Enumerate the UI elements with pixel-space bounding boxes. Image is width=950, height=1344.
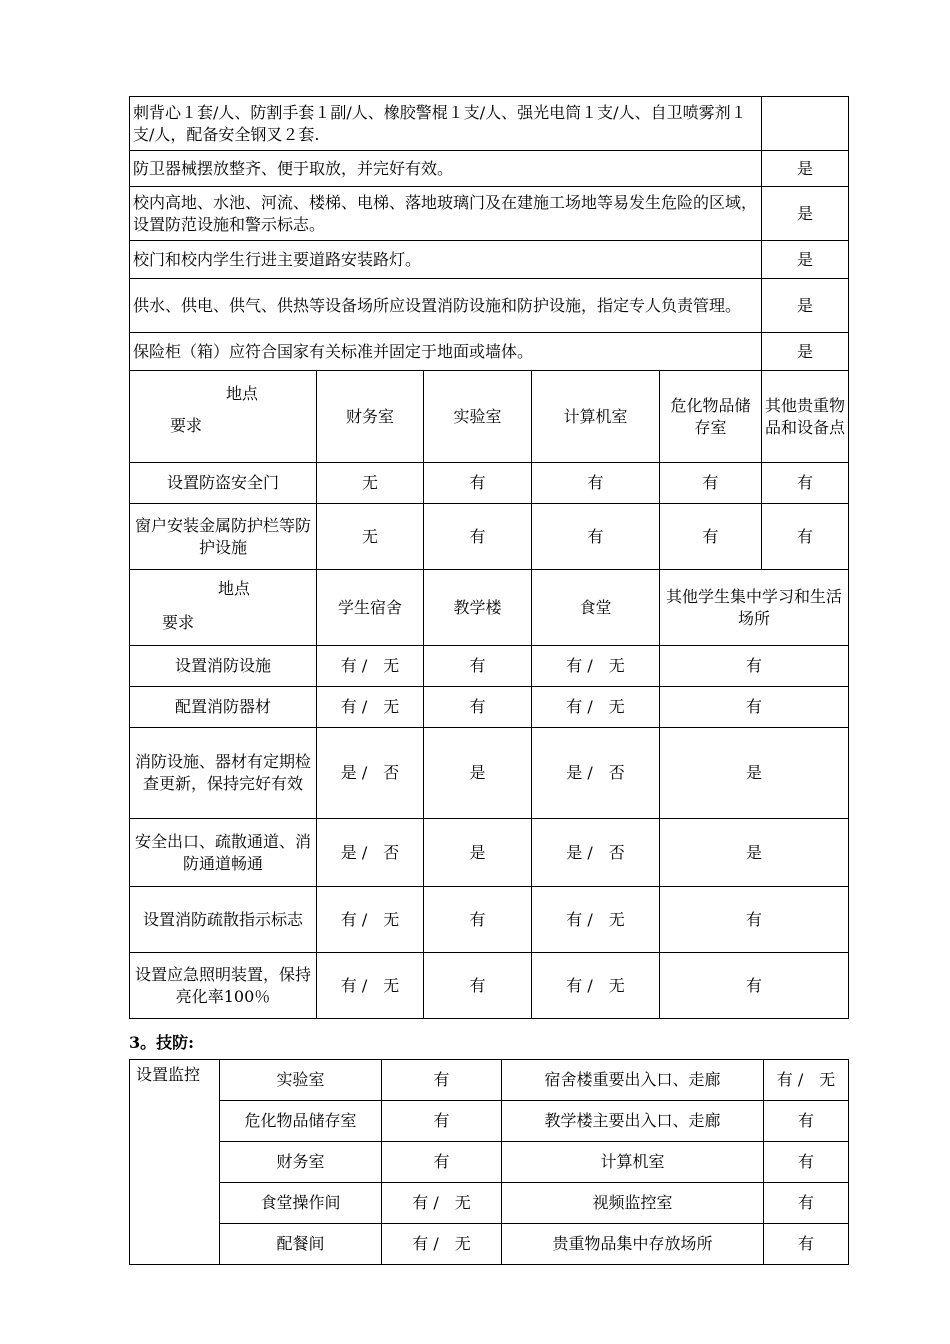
place-cell: 配餐间 — [220, 1224, 382, 1265]
value-cell: 有 — [382, 1142, 502, 1183]
table-cell: 有 — [660, 463, 762, 504]
table-row — [130, 333, 849, 371]
table-cell: 无 — [317, 504, 424, 570]
section-heading: 3。技防: — [129, 1033, 195, 1052]
row-label: 安全出口、疏散通道、消防通道畅通 — [130, 819, 317, 887]
row-label: 配置消防器材 — [130, 687, 317, 728]
table-cell: 有 — [660, 953, 849, 1019]
requirement-answer: 是 — [762, 241, 849, 279]
row-label: 设置应急照明装置，保持亮化率100％ — [130, 953, 317, 1019]
place-cell: 实验室 — [220, 1060, 382, 1101]
column-header: 计算机室 — [532, 371, 660, 463]
table-cell: 有 / 无 — [532, 646, 660, 687]
table-row — [130, 504, 849, 570]
value-cell: 有 — [764, 1224, 849, 1265]
requirement-text: 供水、供电、供气、供热等设备场所应设置消防设施和防护设施，指定专人负责管理。 — [130, 279, 762, 333]
value-cell: 有 — [764, 1101, 849, 1142]
table-cell: 是 / 否 — [532, 819, 660, 887]
table-row — [130, 1224, 849, 1265]
table-row — [130, 151, 849, 187]
requirement-text: 防卫器械摆放整齐、便于取放，并完好有效。 — [130, 151, 762, 187]
row-label: 设置消防疏散指示标志 — [130, 887, 317, 953]
table-cell: 有 — [424, 687, 532, 728]
header-corner-cell — [130, 570, 317, 646]
table-cell: 有 — [424, 504, 532, 570]
requirement-answer: 是 — [762, 187, 849, 241]
table-cell: 有 / 无 — [317, 953, 424, 1019]
column-header: 实验室 — [424, 371, 532, 463]
header-corner-cell — [130, 371, 317, 463]
place-cell: 贵重物品集中存放场所 — [502, 1224, 764, 1265]
table-row — [130, 687, 849, 728]
table-cell: 有 — [532, 504, 660, 570]
corner-top-label: 地点 — [218, 579, 251, 598]
place-cell: 视频监控室 — [502, 1183, 764, 1224]
requirement-answer: 是 — [762, 151, 849, 187]
place-cell: 财务室 — [220, 1142, 382, 1183]
value-cell: 有 / 无 — [382, 1224, 502, 1265]
table-cell: 是 / 否 — [317, 728, 424, 819]
table-cell: 有 — [424, 646, 532, 687]
table-row — [130, 1142, 849, 1183]
table-row — [130, 279, 849, 333]
table-header-row — [130, 570, 849, 646]
place-cell: 危化物品储存室 — [220, 1101, 382, 1142]
table-cell: 有 — [660, 646, 849, 687]
table-cell: 有 — [762, 504, 849, 570]
value-cell: 有 / 无 — [382, 1183, 502, 1224]
requirement-text: 保险柜（箱）应符合国家有关标准并固定于地面或墙体。 — [130, 333, 762, 371]
fire-safety-table — [129, 569, 849, 1019]
table-row — [130, 1101, 849, 1142]
table-row — [130, 241, 849, 279]
row-label: 窗户安装金属防护栏等防护设施 — [130, 504, 317, 570]
place-cell: 宿舍楼重要出入口、走廊 — [502, 1060, 764, 1101]
table-cell: 有 — [660, 504, 762, 570]
value-cell: 有 — [382, 1101, 502, 1142]
requirement-answer — [762, 97, 849, 151]
requirements-table — [129, 96, 849, 371]
value-cell: 有 — [764, 1183, 849, 1224]
table-cell: 有 — [762, 463, 849, 504]
surveillance-table — [129, 1059, 849, 1265]
column-header: 食堂 — [532, 570, 660, 646]
requirement-text: 校内高地、水池、河流、楼梯、电梯、落地玻璃门及在建施工场地等易发生危险的区域，设置防范设施和警示标志。 — [130, 187, 762, 241]
table-cell: 是 — [660, 819, 849, 887]
table-cell: 有 / 无 — [532, 953, 660, 1019]
value-cell: 有 — [382, 1060, 502, 1101]
place-cell: 教学楼主要出入口、走廊 — [502, 1101, 764, 1142]
column-header: 其他贵重物品和设备点 — [762, 371, 849, 463]
table-cell: 是 — [424, 819, 532, 887]
table-cell: 有 — [532, 463, 660, 504]
surveillance-label: 设置监控 — [130, 1060, 220, 1265]
value-cell: 有 / 无 — [764, 1060, 849, 1101]
table-cell: 是 / 否 — [532, 728, 660, 819]
requirement-answer: 是 — [762, 333, 849, 371]
table-cell: 有 / 无 — [317, 687, 424, 728]
table-cell: 是 — [660, 728, 849, 819]
table-cell: 是 / 否 — [317, 819, 424, 887]
requirement-text: 校门和校内学生行进主要道路安装路灯。 — [130, 241, 762, 279]
table-cell: 有 — [660, 887, 849, 953]
table-row — [130, 728, 849, 819]
row-label: 消防设施、器材有定期检查更新，保持完好有效 — [130, 728, 317, 819]
table-cell: 有 / 无 — [317, 887, 424, 953]
table-cell: 是 — [424, 728, 532, 819]
table-cell: 无 — [317, 463, 424, 504]
column-header: 学生宿舍 — [317, 570, 424, 646]
table-header-row — [130, 371, 849, 463]
corner-bottom-label: 要求 — [162, 613, 195, 632]
table-cell: 有 / 无 — [532, 887, 660, 953]
table-row — [130, 97, 849, 151]
table-cell: 有 — [424, 463, 532, 504]
table-row — [130, 1183, 849, 1224]
table-cell: 有 / 无 — [317, 646, 424, 687]
column-header: 教学楼 — [424, 570, 532, 646]
corner-top-label: 地点 — [226, 384, 259, 403]
table-cell: 有 / 无 — [532, 687, 660, 728]
table-row — [130, 953, 849, 1019]
row-label: 设置消防设施 — [130, 646, 317, 687]
table-cell: 有 — [660, 687, 849, 728]
place-cell: 食堂操作间 — [220, 1183, 382, 1224]
table-cell: 有 — [424, 887, 532, 953]
column-header: 财务室 — [317, 371, 424, 463]
table-row — [130, 1060, 849, 1101]
table-row — [130, 463, 849, 504]
table-cell: 有 — [424, 953, 532, 1019]
table-row — [130, 646, 849, 687]
anti-theft-table — [129, 370, 849, 570]
column-header: 危化物品储存室 — [660, 371, 762, 463]
row-label: 设置防盗安全门 — [130, 463, 317, 504]
column-header: 其他学生集中学习和生活场所 — [660, 570, 849, 646]
value-cell: 有 — [764, 1142, 849, 1183]
table-row — [130, 187, 849, 241]
table-row — [130, 887, 849, 953]
place-cell: 计算机室 — [502, 1142, 764, 1183]
requirement-text: 刺背心１套/人、防割手套１副/人、橡胶警棍１支/人、强光电筒１支/人、自卫喷雾剂１支/人，配备安全钢叉２套. — [130, 97, 762, 151]
corner-bottom-label: 要求 — [170, 416, 203, 435]
requirement-answer: 是 — [762, 279, 849, 333]
table-row — [130, 819, 849, 887]
